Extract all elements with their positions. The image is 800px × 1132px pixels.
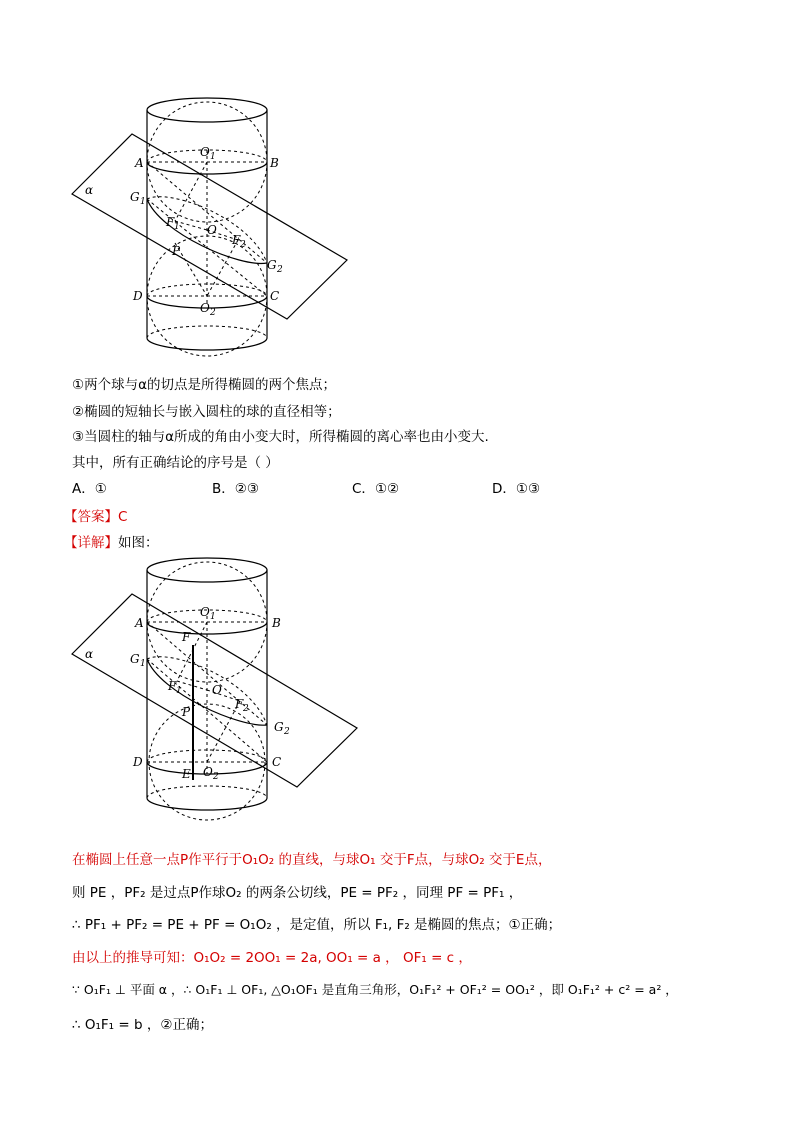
figure-2-cylinder [60, 548, 370, 828]
solution-line-3: ∴ PF₁ + PF₂ = PE + PF = O₁O₂ ，是定值，所以 F₁, F₂ 是椭圆的焦点；①正确； [72, 917, 562, 933]
fig2-label-P: P [182, 705, 191, 719]
fig2-label-F2-sub: 2 [243, 704, 249, 714]
fig1-label-O2-sub: 2 [210, 308, 216, 318]
option-b: B．②③ [212, 481, 259, 497]
fig1-label-B: B [270, 156, 279, 170]
option-c: C．①② [352, 481, 400, 497]
fig1-label-A: A [135, 156, 144, 170]
option-a: A．① [72, 481, 107, 497]
fig2-label-F1: F [168, 679, 177, 693]
fig2-label-F: F [182, 630, 191, 644]
statement-2: ②椭圆的短轴长与嵌入圆柱的球的直径相等； [72, 404, 341, 420]
solution-line-1: 在椭圆上任意一点P作平行于O₁O₂ 的直线，与球O₁ 交于F点，与球O₂ 交于E点， [72, 852, 552, 868]
fig2-label-O1: O [200, 605, 210, 619]
fig2-label-A: A [135, 616, 144, 630]
fig1-label-G1-sub: 1 [140, 197, 146, 207]
fig1-label-C: C [270, 289, 280, 303]
fig2-label-E: E [182, 767, 191, 781]
statement-1: ①两个球与α的切点是所得椭圆的两个焦点； [72, 377, 337, 393]
question-text: 其中，所有正确结论的序号是（ ） [72, 455, 279, 471]
fig1-label-G2: G [267, 258, 277, 272]
fig2-label-O2-sub: 2 [213, 772, 219, 782]
fig2-alpha: α [85, 647, 94, 661]
detail-line: 【详解】如图： [64, 535, 159, 551]
fig1-label-D: D [133, 289, 143, 303]
fig1-label-F1: F [166, 215, 175, 229]
fig1-label-F2-sub: 2 [240, 240, 246, 250]
fig1-label-F2: F [232, 233, 241, 247]
fig2-label-G1: G [130, 652, 140, 666]
fig2-label-F2: F [235, 697, 244, 711]
fig2-label-O2: O [203, 765, 213, 779]
fig1-label-F1-sub: 1 [174, 222, 180, 232]
solution-line-5: ∵ O₁F₁ ⊥ 平面 α ，∴ O₁F₁ ⊥ OF₁, △O₁OF₁ 是直角三角形，O₁F₁² + OF₁² = OO₁² ，即 O₁F₁² + c² = a² ， [72, 982, 678, 997]
solution-line-6: ∴ O₁F₁ = b ，②正确； [72, 1017, 213, 1033]
fig2-label-D: D [133, 755, 143, 769]
fig1-label-O1-sub: 1 [210, 152, 216, 162]
fig2-label-O: O [212, 683, 222, 697]
solution-line-4: 由以上的推导可知：O₁O₂ = 2OO₁ = 2a, OO₁ = a ， OF₁ = c ， [72, 950, 472, 966]
fig2-label-G2: G [274, 720, 284, 734]
fig1-label-G2-sub: 2 [277, 265, 283, 275]
fig2-label-G1-sub: 1 [140, 659, 146, 669]
fig1-alpha: α [85, 183, 94, 197]
solution-line-2: 则 PE ，PF₂ 是过点P作球O₂ 的两条公切线，PE = PF₂ ，同理 PF = PF₁ ， [72, 885, 523, 901]
fig2-label-C: C [272, 755, 282, 769]
figure-1-cylinder [60, 88, 360, 368]
fig1-label-O1: O [200, 145, 210, 159]
fig2-label-G2-sub: 2 [284, 727, 290, 737]
answer-line: 【答案】C [64, 509, 128, 525]
statement-3: ③当圆柱的轴与α所成的角由小变大时，所得椭圆的离心率也由小变大. [72, 429, 489, 445]
fig1-label-P: P [172, 244, 181, 258]
fig1-label-O2: O [200, 301, 210, 315]
fig2-label-F1-sub: 1 [176, 686, 182, 696]
fig1-label-G1: G [130, 190, 140, 204]
fig2-label-B: B [272, 616, 281, 630]
option-d: D．①③ [492, 481, 541, 497]
fig2-label-O1-sub: 1 [210, 612, 216, 622]
fig1-label-O: O [207, 223, 217, 237]
